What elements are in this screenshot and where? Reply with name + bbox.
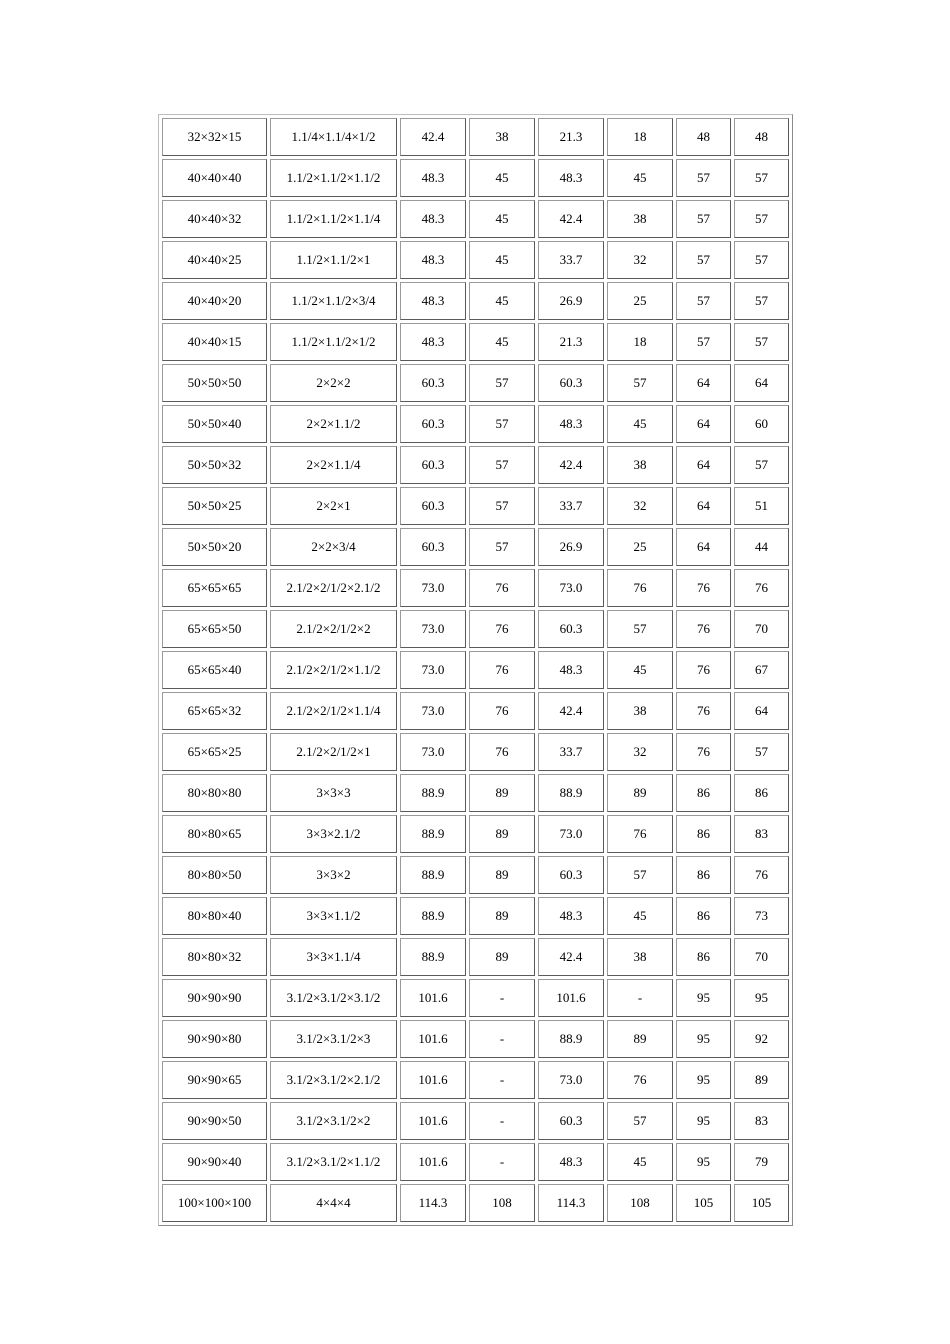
cell-center-to-end-run: 86 bbox=[676, 856, 731, 894]
cell-branch-od-b: 38 bbox=[607, 446, 673, 484]
cell-center-to-end-run: 57 bbox=[676, 282, 731, 320]
cell-branch-od-b: 76 bbox=[607, 815, 673, 853]
table-row bbox=[162, 282, 789, 320]
cell-run-od-a: 73.0 bbox=[400, 610, 466, 648]
cell-size-inch: 4×4×4 bbox=[270, 1184, 397, 1222]
cell-run-od-b: 76 bbox=[469, 610, 535, 648]
cell-run-od-a: 73.0 bbox=[400, 692, 466, 730]
cell-branch-od-a: 60.3 bbox=[538, 610, 604, 648]
cell-size-mm: 40×40×15 bbox=[162, 323, 267, 361]
cell-size-mm: 32×32×15 bbox=[162, 118, 267, 156]
cell-run-od-a: 101.6 bbox=[400, 1102, 466, 1140]
cell-size-inch: 3×3×1.1/2 bbox=[270, 897, 397, 935]
cell-branch-od-a: 33.7 bbox=[538, 487, 604, 525]
cell-size-inch: 2.1/2×2/1/2×1.1/4 bbox=[270, 692, 397, 730]
cell-size-inch: 1.1/2×1.1/2×1.1/4 bbox=[270, 200, 397, 238]
cell-center-to-end-branch: 57 bbox=[734, 241, 789, 279]
cell-size-mm: 80×80×65 bbox=[162, 815, 267, 853]
cell-run-od-b: 45 bbox=[469, 323, 535, 361]
cell-branch-od-a: 48.3 bbox=[538, 405, 604, 443]
cell-center-to-end-run: 86 bbox=[676, 815, 731, 853]
cell-center-to-end-run: 76 bbox=[676, 610, 731, 648]
cell-run-od-b: 57 bbox=[469, 405, 535, 443]
cell-center-to-end-branch: 57 bbox=[734, 200, 789, 238]
cell-run-od-b: - bbox=[469, 1102, 535, 1140]
cell-run-od-b: 57 bbox=[469, 446, 535, 484]
cell-run-od-b: 45 bbox=[469, 282, 535, 320]
cell-branch-od-b: 45 bbox=[607, 1143, 673, 1181]
cell-center-to-end-branch: 76 bbox=[734, 569, 789, 607]
cell-center-to-end-run: 86 bbox=[676, 938, 731, 976]
cell-branch-od-a: 48.3 bbox=[538, 159, 604, 197]
cell-branch-od-a: 88.9 bbox=[538, 774, 604, 812]
cell-size-mm: 65×65×65 bbox=[162, 569, 267, 607]
cell-run-od-a: 60.3 bbox=[400, 405, 466, 443]
cell-run-od-b: 57 bbox=[469, 364, 535, 402]
cell-center-to-end-run: 95 bbox=[676, 979, 731, 1017]
cell-branch-od-a: 48.3 bbox=[538, 1143, 604, 1181]
cell-center-to-end-branch: 70 bbox=[734, 610, 789, 648]
cell-run-od-a: 88.9 bbox=[400, 815, 466, 853]
cell-run-od-a: 42.4 bbox=[400, 118, 466, 156]
cell-run-od-b: 45 bbox=[469, 159, 535, 197]
cell-run-od-a: 101.6 bbox=[400, 979, 466, 1017]
cell-size-inch: 1.1/2×1.1/2×1 bbox=[270, 241, 397, 279]
cell-run-od-a: 48.3 bbox=[400, 323, 466, 361]
cell-run-od-a: 88.9 bbox=[400, 897, 466, 935]
table-row bbox=[162, 487, 789, 525]
table-row bbox=[162, 897, 789, 935]
cell-size-inch: 2×2×2 bbox=[270, 364, 397, 402]
cell-run-od-a: 114.3 bbox=[400, 1184, 466, 1222]
cell-branch-od-a: 26.9 bbox=[538, 528, 604, 566]
cell-branch-od-a: 60.3 bbox=[538, 856, 604, 894]
cell-size-mm: 100×100×100 bbox=[162, 1184, 267, 1222]
cell-size-inch: 2×2×1 bbox=[270, 487, 397, 525]
cell-size-mm: 80×80×40 bbox=[162, 897, 267, 935]
cell-center-to-end-branch: 83 bbox=[734, 815, 789, 853]
cell-branch-od-a: 42.4 bbox=[538, 938, 604, 976]
table-row bbox=[162, 1184, 789, 1222]
cell-branch-od-a: 48.3 bbox=[538, 897, 604, 935]
cell-branch-od-a: 21.3 bbox=[538, 323, 604, 361]
cell-branch-od-b: 57 bbox=[607, 1102, 673, 1140]
cell-center-to-end-branch: 57 bbox=[734, 446, 789, 484]
cell-size-inch: 3.1/2×3.1/2×2.1/2 bbox=[270, 1061, 397, 1099]
table-row bbox=[162, 1102, 789, 1140]
table-row bbox=[162, 569, 789, 607]
cell-size-inch: 2.1/2×2/1/2×2 bbox=[270, 610, 397, 648]
cell-run-od-b: 89 bbox=[469, 897, 535, 935]
cell-size-mm: 90×90×80 bbox=[162, 1020, 267, 1058]
cell-run-od-a: 73.0 bbox=[400, 651, 466, 689]
cell-center-to-end-run: 95 bbox=[676, 1102, 731, 1140]
cell-center-to-end-run: 76 bbox=[676, 569, 731, 607]
cell-branch-od-b: - bbox=[607, 979, 673, 1017]
cell-branch-od-a: 101.6 bbox=[538, 979, 604, 1017]
cell-branch-od-b: 76 bbox=[607, 1061, 673, 1099]
cell-center-to-end-run: 57 bbox=[676, 241, 731, 279]
cell-run-od-b: 89 bbox=[469, 815, 535, 853]
cell-center-to-end-branch: 57 bbox=[734, 159, 789, 197]
cell-run-od-b: - bbox=[469, 1020, 535, 1058]
pipe-tee-dimension-table bbox=[158, 114, 793, 1226]
cell-branch-od-a: 21.3 bbox=[538, 118, 604, 156]
cell-size-mm: 65×65×32 bbox=[162, 692, 267, 730]
table-row bbox=[162, 118, 789, 156]
cell-run-od-a: 48.3 bbox=[400, 159, 466, 197]
cell-run-od-b: - bbox=[469, 979, 535, 1017]
cell-center-to-end-run: 95 bbox=[676, 1020, 731, 1058]
cell-run-od-a: 101.6 bbox=[400, 1143, 466, 1181]
cell-size-inch: 3.1/2×3.1/2×3 bbox=[270, 1020, 397, 1058]
table-row bbox=[162, 364, 789, 402]
cell-size-inch: 3.1/2×3.1/2×2 bbox=[270, 1102, 397, 1140]
cell-run-od-a: 60.3 bbox=[400, 487, 466, 525]
cell-branch-od-a: 60.3 bbox=[538, 1102, 604, 1140]
cell-run-od-b: 57 bbox=[469, 487, 535, 525]
cell-size-inch: 3.1/2×3.1/2×3.1/2 bbox=[270, 979, 397, 1017]
cell-run-od-a: 60.3 bbox=[400, 446, 466, 484]
cell-center-to-end-run: 95 bbox=[676, 1143, 731, 1181]
cell-run-od-a: 60.3 bbox=[400, 528, 466, 566]
cell-center-to-end-branch: 60 bbox=[734, 405, 789, 443]
cell-branch-od-a: 42.4 bbox=[538, 692, 604, 730]
cell-branch-od-b: 57 bbox=[607, 364, 673, 402]
cell-branch-od-b: 32 bbox=[607, 487, 673, 525]
cell-center-to-end-run: 76 bbox=[676, 733, 731, 771]
cell-center-to-end-branch: 79 bbox=[734, 1143, 789, 1181]
cell-run-od-b: - bbox=[469, 1061, 535, 1099]
cell-size-inch: 3×3×2.1/2 bbox=[270, 815, 397, 853]
cell-branch-od-b: 89 bbox=[607, 774, 673, 812]
table-row bbox=[162, 528, 789, 566]
cell-branch-od-b: 25 bbox=[607, 528, 673, 566]
cell-center-to-end-branch: 83 bbox=[734, 1102, 789, 1140]
cell-run-od-b: - bbox=[469, 1143, 535, 1181]
cell-size-inch: 2.1/2×2/1/2×1 bbox=[270, 733, 397, 771]
cell-branch-od-b: 45 bbox=[607, 651, 673, 689]
cell-size-inch: 3×3×3 bbox=[270, 774, 397, 812]
cell-center-to-end-run: 64 bbox=[676, 405, 731, 443]
cell-run-od-b: 89 bbox=[469, 856, 535, 894]
cell-branch-od-b: 89 bbox=[607, 1020, 673, 1058]
cell-size-mm: 65×65×40 bbox=[162, 651, 267, 689]
table-row bbox=[162, 651, 789, 689]
cell-branch-od-b: 45 bbox=[607, 159, 673, 197]
cell-size-mm: 40×40×32 bbox=[162, 200, 267, 238]
cell-run-od-b: 38 bbox=[469, 118, 535, 156]
cell-branch-od-b: 32 bbox=[607, 733, 673, 771]
cell-size-inch: 2.1/2×2/1/2×1.1/2 bbox=[270, 651, 397, 689]
cell-center-to-end-branch: 105 bbox=[734, 1184, 789, 1222]
cell-branch-od-b: 38 bbox=[607, 938, 673, 976]
cell-size-mm: 90×90×40 bbox=[162, 1143, 267, 1181]
cell-size-inch: 1.1/4×1.1/4×1/2 bbox=[270, 118, 397, 156]
cell-center-to-end-branch: 92 bbox=[734, 1020, 789, 1058]
cell-center-to-end-branch: 70 bbox=[734, 938, 789, 976]
table-row bbox=[162, 938, 789, 976]
table-row bbox=[162, 405, 789, 443]
cell-center-to-end-run: 64 bbox=[676, 364, 731, 402]
cell-size-inch: 3.1/2×3.1/2×1.1/2 bbox=[270, 1143, 397, 1181]
cell-branch-od-a: 42.4 bbox=[538, 200, 604, 238]
cell-run-od-b: 45 bbox=[469, 200, 535, 238]
cell-center-to-end-branch: 89 bbox=[734, 1061, 789, 1099]
table-row bbox=[162, 1061, 789, 1099]
cell-branch-od-a: 33.7 bbox=[538, 733, 604, 771]
cell-branch-od-a: 114.3 bbox=[538, 1184, 604, 1222]
cell-size-mm: 50×50×50 bbox=[162, 364, 267, 402]
cell-run-od-b: 57 bbox=[469, 528, 535, 566]
cell-size-inch: 3×3×2 bbox=[270, 856, 397, 894]
cell-center-to-end-branch: 64 bbox=[734, 364, 789, 402]
cell-size-mm: 65×65×50 bbox=[162, 610, 267, 648]
cell-center-to-end-branch: 57 bbox=[734, 282, 789, 320]
cell-run-od-a: 48.3 bbox=[400, 282, 466, 320]
cell-size-mm: 40×40×20 bbox=[162, 282, 267, 320]
cell-run-od-b: 76 bbox=[469, 692, 535, 730]
cell-run-od-a: 73.0 bbox=[400, 569, 466, 607]
cell-branch-od-b: 45 bbox=[607, 897, 673, 935]
cell-size-mm: 50×50×32 bbox=[162, 446, 267, 484]
cell-run-od-a: 60.3 bbox=[400, 364, 466, 402]
cell-branch-od-a: 73.0 bbox=[538, 569, 604, 607]
cell-run-od-a: 73.0 bbox=[400, 733, 466, 771]
cell-center-to-end-branch: 76 bbox=[734, 856, 789, 894]
cell-branch-od-b: 18 bbox=[607, 323, 673, 361]
cell-center-to-end-run: 86 bbox=[676, 897, 731, 935]
cell-run-od-b: 108 bbox=[469, 1184, 535, 1222]
cell-size-inch: 3×3×1.1/4 bbox=[270, 938, 397, 976]
table-row bbox=[162, 1143, 789, 1181]
cell-branch-od-b: 25 bbox=[607, 282, 673, 320]
cell-branch-od-a: 26.9 bbox=[538, 282, 604, 320]
cell-center-to-end-run: 64 bbox=[676, 528, 731, 566]
cell-branch-od-b: 76 bbox=[607, 569, 673, 607]
table-row bbox=[162, 815, 789, 853]
cell-branch-od-b: 32 bbox=[607, 241, 673, 279]
cell-run-od-a: 101.6 bbox=[400, 1061, 466, 1099]
cell-size-mm: 80×80×80 bbox=[162, 774, 267, 812]
cell-size-mm: 90×90×65 bbox=[162, 1061, 267, 1099]
cell-center-to-end-run: 95 bbox=[676, 1061, 731, 1099]
cell-run-od-a: 48.3 bbox=[400, 241, 466, 279]
cell-branch-od-b: 57 bbox=[607, 856, 673, 894]
table-row bbox=[162, 200, 789, 238]
cell-size-mm: 90×90×50 bbox=[162, 1102, 267, 1140]
table-row bbox=[162, 610, 789, 648]
table-row bbox=[162, 1020, 789, 1058]
cell-center-to-end-branch: 57 bbox=[734, 323, 789, 361]
cell-center-to-end-branch: 67 bbox=[734, 651, 789, 689]
cell-branch-od-a: 60.3 bbox=[538, 364, 604, 402]
cell-center-to-end-run: 105 bbox=[676, 1184, 731, 1222]
cell-run-od-a: 48.3 bbox=[400, 200, 466, 238]
cell-branch-od-b: 38 bbox=[607, 200, 673, 238]
cell-branch-od-b: 108 bbox=[607, 1184, 673, 1222]
cell-run-od-b: 45 bbox=[469, 241, 535, 279]
cell-branch-od-a: 48.3 bbox=[538, 651, 604, 689]
table-row bbox=[162, 692, 789, 730]
cell-run-od-a: 88.9 bbox=[400, 938, 466, 976]
cell-size-inch: 1.1/2×1.1/2×1/2 bbox=[270, 323, 397, 361]
cell-center-to-end-branch: 86 bbox=[734, 774, 789, 812]
table-row bbox=[162, 979, 789, 1017]
cell-run-od-a: 88.9 bbox=[400, 856, 466, 894]
cell-branch-od-a: 73.0 bbox=[538, 1061, 604, 1099]
cell-branch-od-a: 73.0 bbox=[538, 815, 604, 853]
cell-run-od-b: 76 bbox=[469, 733, 535, 771]
cell-size-mm: 50×50×25 bbox=[162, 487, 267, 525]
cell-branch-od-b: 45 bbox=[607, 405, 673, 443]
cell-size-inch: 1.1/2×1.1/2×1.1/2 bbox=[270, 159, 397, 197]
cell-size-mm: 50×50×40 bbox=[162, 405, 267, 443]
cell-run-od-b: 76 bbox=[469, 569, 535, 607]
cell-center-to-end-run: 86 bbox=[676, 774, 731, 812]
cell-center-to-end-run: 76 bbox=[676, 692, 731, 730]
cell-size-inch: 2×2×1.1/4 bbox=[270, 446, 397, 484]
cell-center-to-end-run: 57 bbox=[676, 159, 731, 197]
cell-branch-od-b: 38 bbox=[607, 692, 673, 730]
table-row bbox=[162, 733, 789, 771]
cell-center-to-end-run: 57 bbox=[676, 323, 731, 361]
cell-size-inch: 2.1/2×2/1/2×2.1/2 bbox=[270, 569, 397, 607]
cell-size-mm: 65×65×25 bbox=[162, 733, 267, 771]
cell-branch-od-b: 18 bbox=[607, 118, 673, 156]
table-row bbox=[162, 159, 789, 197]
cell-center-to-end-branch: 48 bbox=[734, 118, 789, 156]
cell-size-inch: 2×2×3/4 bbox=[270, 528, 397, 566]
cell-run-od-b: 89 bbox=[469, 774, 535, 812]
cell-center-to-end-branch: 44 bbox=[734, 528, 789, 566]
cell-run-od-b: 76 bbox=[469, 651, 535, 689]
table-row bbox=[162, 323, 789, 361]
cell-size-mm: 80×80×32 bbox=[162, 938, 267, 976]
table-row bbox=[162, 774, 789, 812]
table-body bbox=[162, 118, 789, 1222]
cell-center-to-end-branch: 57 bbox=[734, 733, 789, 771]
cell-branch-od-b: 57 bbox=[607, 610, 673, 648]
table-row bbox=[162, 856, 789, 894]
cell-size-inch: 1.1/2×1.1/2×3/4 bbox=[270, 282, 397, 320]
cell-run-od-b: 89 bbox=[469, 938, 535, 976]
cell-center-to-end-run: 64 bbox=[676, 487, 731, 525]
table-row bbox=[162, 241, 789, 279]
cell-center-to-end-run: 48 bbox=[676, 118, 731, 156]
cell-run-od-a: 101.6 bbox=[400, 1020, 466, 1058]
cell-center-to-end-branch: 73 bbox=[734, 897, 789, 935]
cell-center-to-end-run: 76 bbox=[676, 651, 731, 689]
cell-center-to-end-branch: 95 bbox=[734, 979, 789, 1017]
cell-size-mm: 90×90×90 bbox=[162, 979, 267, 1017]
cell-size-inch: 2×2×1.1/2 bbox=[270, 405, 397, 443]
cell-run-od-a: 88.9 bbox=[400, 774, 466, 812]
cell-size-mm: 80×80×50 bbox=[162, 856, 267, 894]
cell-branch-od-a: 42.4 bbox=[538, 446, 604, 484]
cell-branch-od-a: 33.7 bbox=[538, 241, 604, 279]
cell-center-to-end-run: 64 bbox=[676, 446, 731, 484]
cell-size-mm: 50×50×20 bbox=[162, 528, 267, 566]
cell-size-mm: 40×40×25 bbox=[162, 241, 267, 279]
cell-size-mm: 40×40×40 bbox=[162, 159, 267, 197]
table-row bbox=[162, 446, 789, 484]
cell-center-to-end-branch: 64 bbox=[734, 692, 789, 730]
cell-branch-od-a: 88.9 bbox=[538, 1020, 604, 1058]
cell-center-to-end-branch: 51 bbox=[734, 487, 789, 525]
cell-center-to-end-run: 57 bbox=[676, 200, 731, 238]
